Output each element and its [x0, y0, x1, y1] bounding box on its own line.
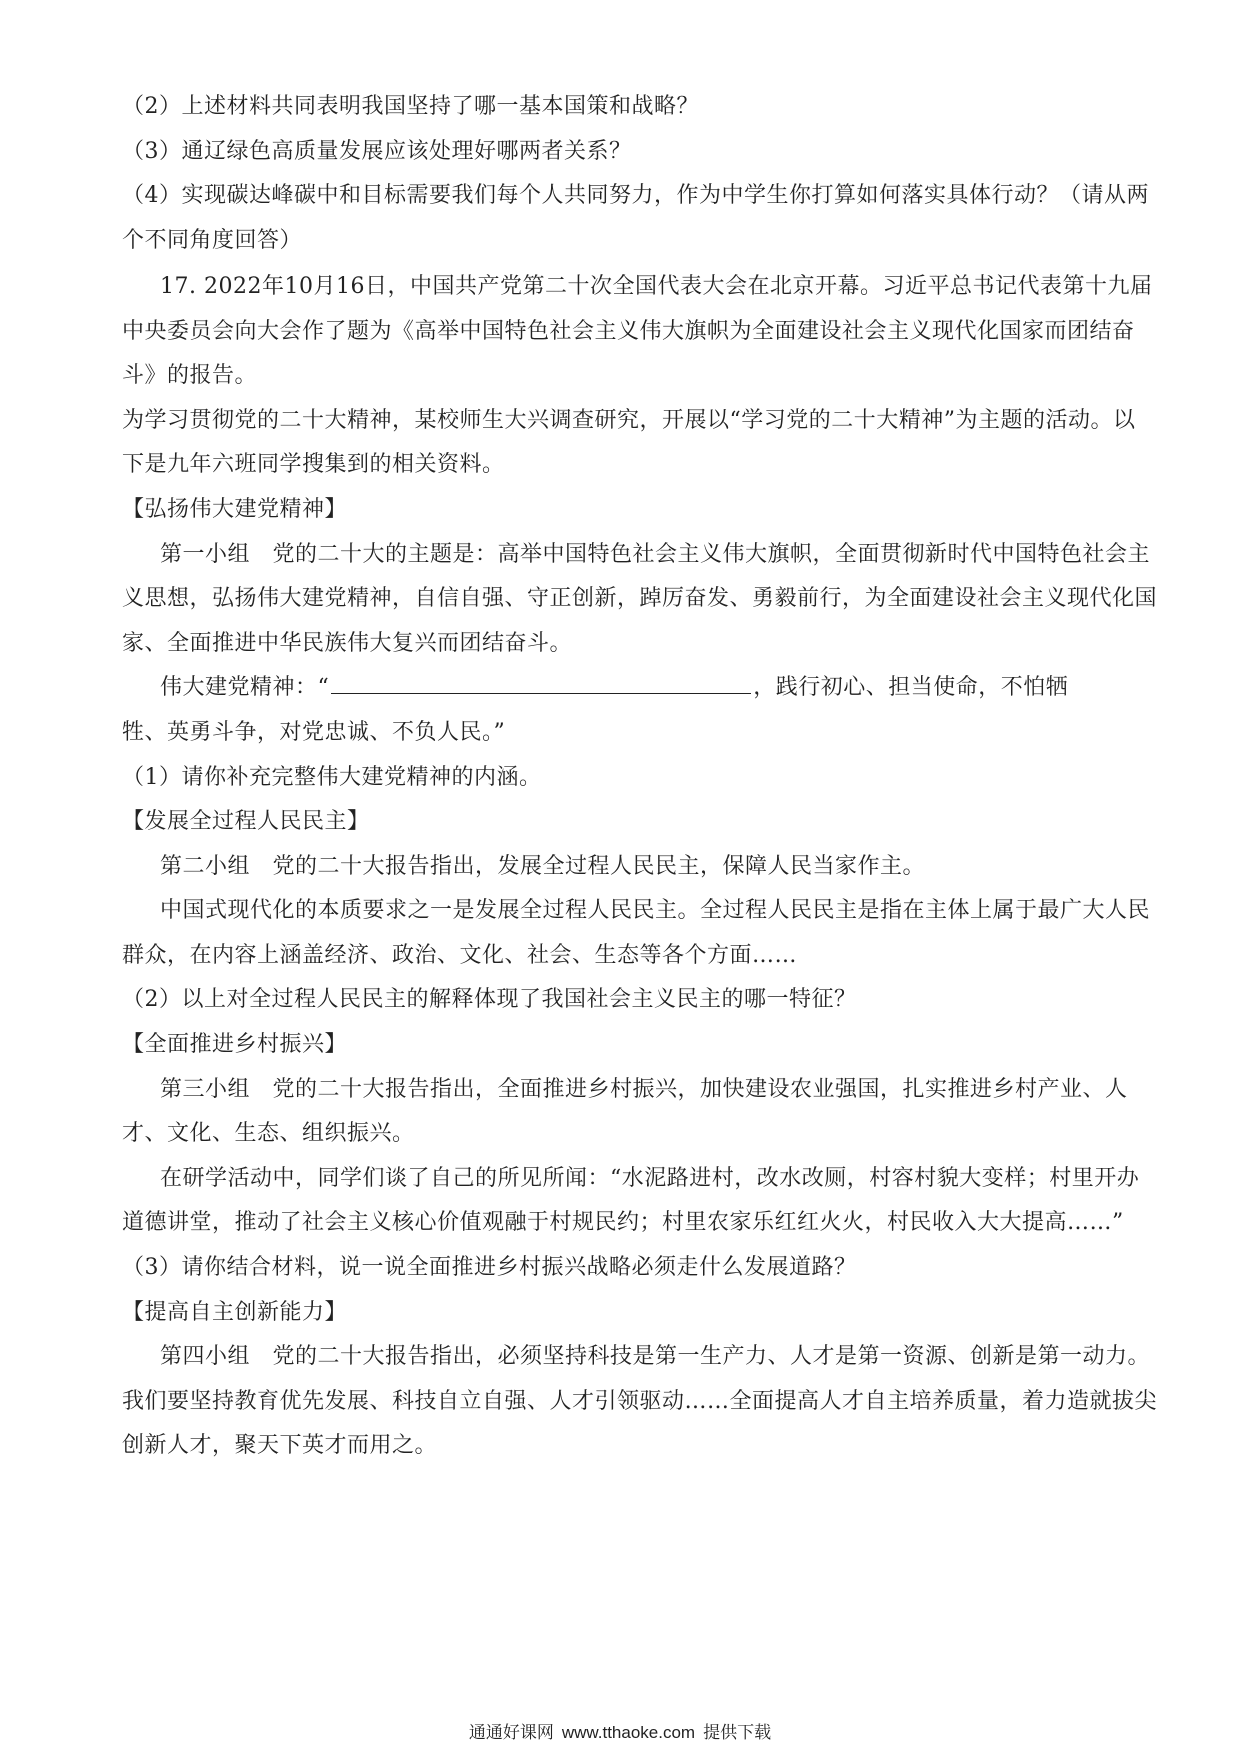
study-activity-line1: 在研学活动中，同学们谈了自己的所见所闻：“水泥路进村，改水改厕，村容村貌大变样；村里开办	[160, 1166, 1140, 1191]
question-17-2: （2）以上对全过程人民民主的解释体现了我国社会主义民主的哪一特征？	[122, 987, 857, 1012]
question-16-3: （3）通辽绿色高质量发展应该处理好哪两者关系？	[122, 139, 632, 164]
group3-paragraph-line2: 才、文化、生态、组织振兴。	[122, 1121, 415, 1146]
group1-paragraph-line1: 第一小组 党的二十大的主题是：高举中国特色社会主义伟大旗帜，全面贯彻新时代中国特色社会主	[160, 542, 1151, 567]
group2-paragraph: 第二小组 党的二十大报告指出，发展全过程人民民主，保障人民当家作主。	[160, 854, 926, 879]
question-17-intro-line2: 中央委员会向大会作了题为《高举中国特色社会主义伟大旗帜为全面建设社会主义现代化国家而团结奋	[122, 319, 1135, 344]
group3-paragraph-line1: 第三小组 党的二十大报告指出，全面推进乡村振兴，加快建设农业强国，扎实推进乡村产业、人	[160, 1077, 1128, 1102]
section-heading-party-spirit: 【弘扬伟大建党精神】	[122, 497, 348, 522]
democracy-paragraph-line2: 群众，在内容上涵盖经济、政治、文化、社会、生态等各个方面……	[122, 943, 798, 968]
question-16-4-line1: （4）实现碳达峰碳中和目标需要我们每个人共同努力，作为中学生你打算如何落实具体行动？（请从两	[122, 183, 1150, 208]
study-activity-line2: 道德讲堂，推动了社会主义核心价值观融于村规民约；村里农家乐红红火火，村民收入大大提高……”	[122, 1210, 1124, 1235]
footer-site-name: 通通好课网	[468, 1723, 554, 1742]
party-spirit-fill-line	[160, 673, 1132, 703]
democracy-paragraph-line1: 中国式现代化的本质要求之一是发展全过程人民民主。全过程人民民主是指在主体上属于最广大人民	[160, 898, 1151, 923]
party-spirit-suffix: ，践行初心、担当使命，不怕牺	[753, 675, 1069, 700]
answer-blank[interactable]	[331, 673, 751, 694]
party-spirit-line2: 牲、英勇斗争，对党忠诚、不负人民。”	[122, 720, 506, 745]
group4-paragraph-line3: 创新人才，聚天下英才而用之。	[122, 1433, 438, 1458]
question-16-2: （2）上述材料共同表明我国坚持了哪一基本国策和战略？	[122, 94, 699, 119]
party-spirit-prefix: 伟大建党精神：“	[160, 675, 330, 700]
group1-paragraph-line2: 义思想，弘扬伟大建党精神，自信自强、守正创新，踔厉奋发、勇毅前行，为全面建设社会主义现代化国	[122, 586, 1158, 611]
question-17-context-line1: 为学习贯彻党的二十大精神，某校师生大兴调查研究，开展以“学习党的二十大精神”为主题的活动。以	[122, 408, 1136, 433]
page-footer	[0, 1718, 1240, 1743]
section-heading-whole-process-democracy: 【发展全过程人民民主】	[122, 809, 370, 834]
question-17-intro-line1: 17. 2022年10月16日，中国共产党第二十次全国代表大会在北京开幕。习近平总书记代表第十九届	[160, 274, 1153, 299]
question-17-3: （3）请你结合材料，说一说全面推进乡村振兴战略必须走什么发展道路？	[122, 1255, 857, 1280]
question-16-4-line2: 个不同角度回答）	[122, 228, 303, 253]
footer-suffix: 提供下载	[703, 1723, 772, 1742]
question-17-context-line2: 下是九年六班同学搜集到的相关资料。	[122, 452, 505, 477]
footer-url[interactable]: www.tthaoke.com	[561, 1723, 696, 1742]
section-heading-rural-revitalization: 【全面推进乡村振兴】	[122, 1032, 348, 1057]
group1-paragraph-line3: 家、全面推进中华民族伟大复兴而团结奋斗。	[122, 631, 573, 656]
question-17-intro-line3: 斗》的报告。	[122, 363, 258, 388]
group4-paragraph-line1: 第四小组 党的二十大报告指出，必须坚持科技是第一生产力、人才是第一资源、创新是第一动力。	[160, 1344, 1151, 1369]
question-17-1: （1）请你补充完整伟大建党精神的内涵。	[122, 765, 542, 790]
section-heading-innovation: 【提高自主创新能力】	[122, 1300, 348, 1325]
group4-paragraph-line2: 我们要坚持教育优先发展、科技自立自强、人才引领驱动……全面提高人才自主培养质量，着力造就拔尖	[122, 1389, 1158, 1414]
